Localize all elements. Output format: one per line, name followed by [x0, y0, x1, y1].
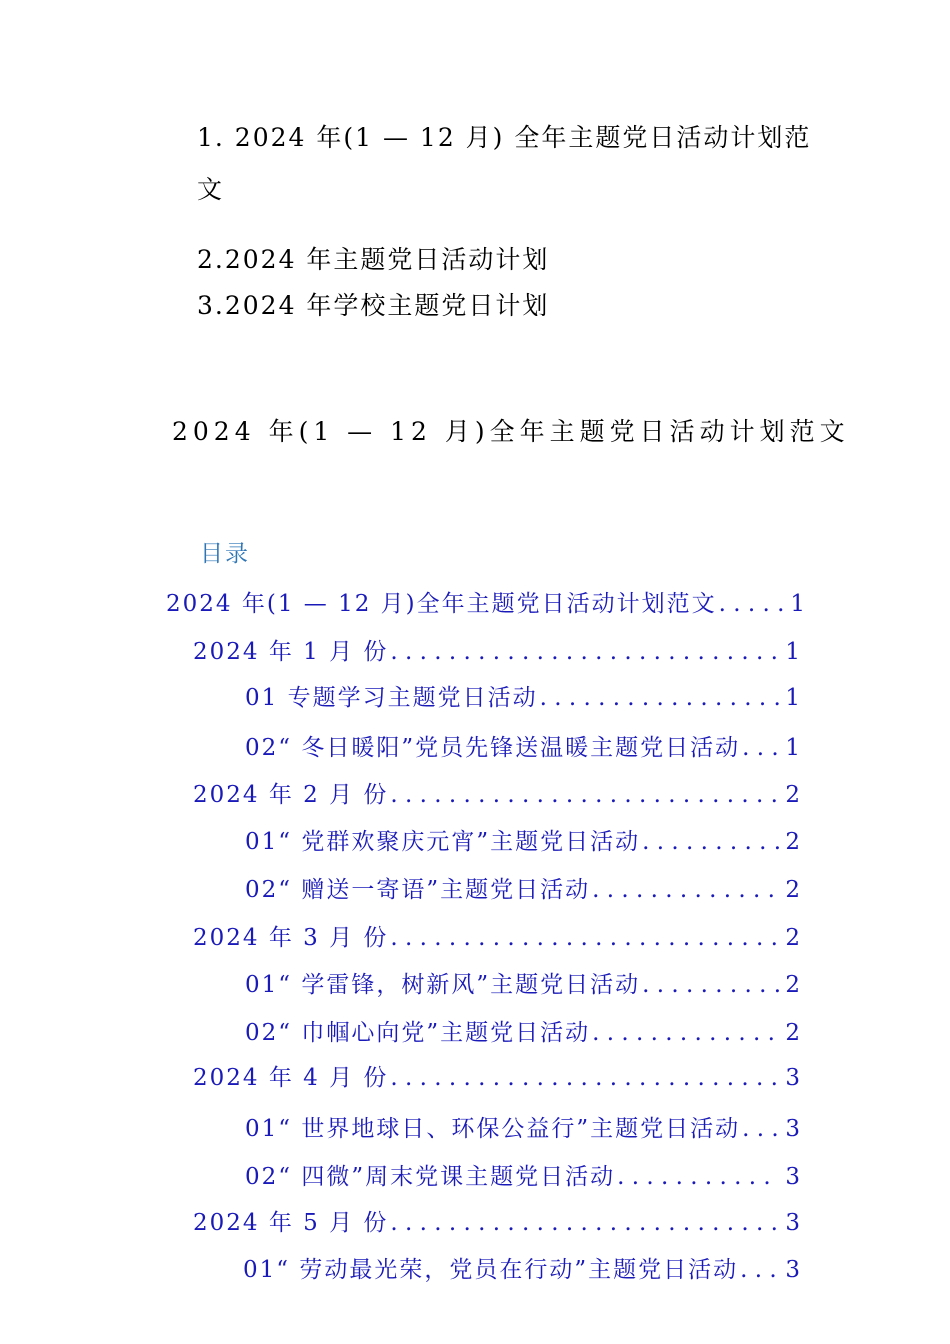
- toc-entry-text: 01“ 党群欢聚庆元宵”主题党日活动: [245, 829, 641, 855]
- toc-entry-text: 2024 年 2 月 份: [193, 782, 389, 808]
- toc-page-number: 3: [785, 1257, 800, 1283]
- toc-leader-dots: [590, 877, 779, 903]
- toc-leader-dots: [388, 639, 779, 665]
- toc-leader-dots: [590, 1020, 779, 1046]
- toc-page-number: 1: [785, 685, 800, 711]
- toc-entry-main-title[interactable]: [166, 585, 805, 618]
- toc-leader-dots: [388, 782, 779, 808]
- toc-page-number: 2: [785, 782, 800, 808]
- toc-entry-month[interactable]: [193, 919, 800, 952]
- toc-entry-text: 02“ 赠送一寄语”主题党日活动: [245, 877, 591, 903]
- toc-entry-activity[interactable]: [245, 729, 800, 762]
- toc-leader-dots: [740, 735, 779, 761]
- doc-list-item-1-continued: 文: [197, 175, 225, 204]
- toc-page-number: 2: [785, 829, 800, 855]
- toc-entry-month[interactable]: [193, 1059, 800, 1092]
- toc-leader-dots: [388, 1065, 779, 1091]
- toc-entry-text: 01“ 劳动最光荣，党员在行动”主题党日活动: [243, 1257, 739, 1283]
- toc-entry-text: 2024 年 5 月 份: [193, 1210, 389, 1236]
- toc-page-number: 2: [785, 877, 800, 903]
- toc-page-number: 2: [785, 1020, 800, 1046]
- toc-entry-month[interactable]: [193, 633, 800, 666]
- toc-entry-activity[interactable]: [245, 871, 800, 904]
- toc-leader-dots: [640, 972, 779, 998]
- toc-entry-month[interactable]: [193, 1204, 800, 1237]
- toc-leader-dots: [615, 1164, 779, 1190]
- toc-leader-dots: [538, 685, 780, 711]
- toc-page-number: 2: [785, 972, 800, 998]
- toc-heading: 目录: [200, 541, 250, 567]
- toc-entry-activity[interactable]: [245, 1158, 800, 1191]
- toc-leader-dots: [717, 591, 785, 617]
- doc-list-item-3: 3.2024 年学校主题党日计划: [197, 291, 550, 320]
- toc-leader-dots: [738, 1257, 779, 1283]
- toc-entry-text: 01 专题学习主题党日活动: [245, 685, 538, 711]
- toc-entry-activity[interactable]: [245, 823, 800, 856]
- toc-leader-dots: [640, 829, 779, 855]
- toc-entry-activity[interactable]: [245, 1014, 800, 1047]
- toc-entry-text: 2024 年(1 — 12 月)全年主题党日活动计划范文: [166, 591, 717, 617]
- toc-entry-text: 2024 年 3 月 份: [193, 925, 389, 951]
- toc-entry-text: 02“ 巾帼心向党”主题党日活动: [245, 1020, 591, 1046]
- toc-page-number: 3: [785, 1210, 800, 1236]
- main-title: 2024 年(1 — 12 月)全年主题党日活动计划范文: [172, 417, 850, 446]
- toc-page-number: 1: [785, 639, 800, 665]
- toc-page-number: 3: [785, 1164, 800, 1190]
- toc-page-number: 3: [785, 1116, 800, 1142]
- toc-entry-month[interactable]: [193, 776, 800, 809]
- toc-entry-text: 2024 年 4 月 份: [193, 1065, 389, 1091]
- toc-entry-text: 2024 年 1 月 份: [193, 639, 389, 665]
- doc-list-item-2: 2.2024 年主题党日活动计划: [197, 245, 550, 274]
- toc-entry-text: 01“ 世界地球日、环保公益行”主题党日活动: [245, 1116, 741, 1142]
- toc-entry-activity[interactable]: [245, 679, 800, 712]
- toc-page-number: 3: [785, 1065, 800, 1091]
- doc-list-item-1: 1. 2024 年(1 — 12 月) 全年主题党日活动计划范: [197, 123, 812, 152]
- toc-entry-activity[interactable]: [243, 1251, 800, 1284]
- toc-entry-text: 01“ 学雷锋，树新风”主题党日活动: [245, 972, 641, 998]
- toc-page-number: 2: [785, 925, 800, 951]
- toc-entry-text: 02“ 四微”周末党课主题党日活动: [245, 1164, 616, 1190]
- toc-entry-activity[interactable]: [245, 966, 800, 999]
- toc-entry-activity[interactable]: [245, 1110, 800, 1143]
- toc-page-number: 1: [785, 735, 800, 761]
- toc-entry-text: 02“ 冬日暖阳”党员先锋送温暖主题党日活动: [245, 735, 741, 761]
- toc-leader-dots: [740, 1116, 779, 1142]
- toc-leader-dots: [388, 925, 779, 951]
- toc-leader-dots: [388, 1210, 779, 1236]
- toc-page-number: 1: [790, 591, 805, 617]
